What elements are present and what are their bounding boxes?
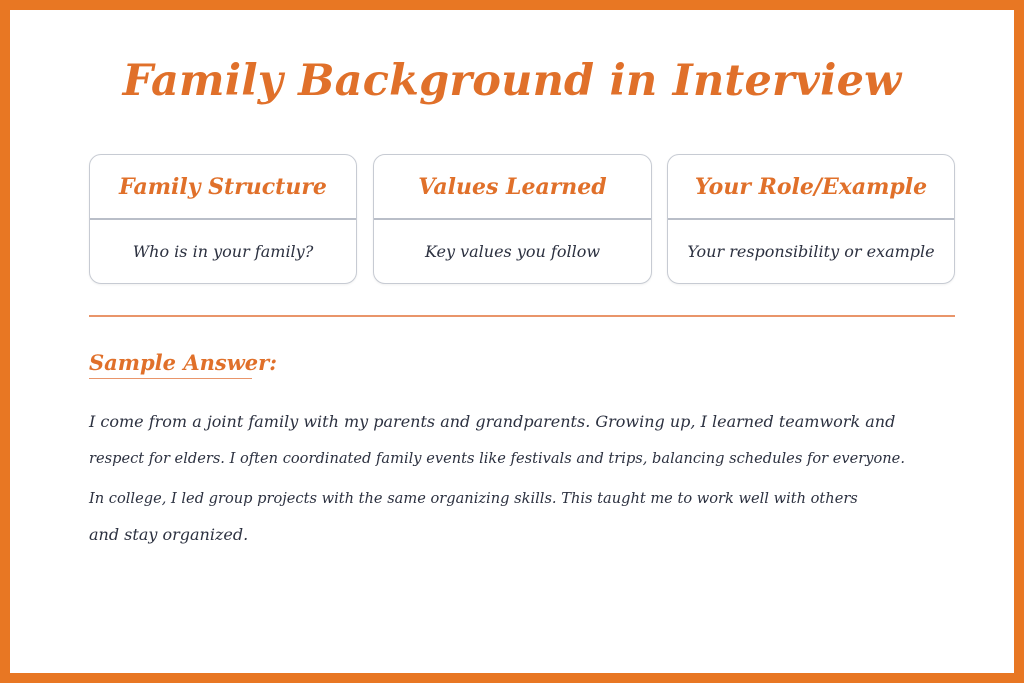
page-title: Family Background in Interview bbox=[122, 56, 902, 106]
sample-answer-label: Sample Answer: bbox=[89, 350, 277, 375]
card-values-learned bbox=[373, 154, 652, 284]
card-your-role bbox=[667, 154, 955, 284]
section-divider bbox=[89, 315, 955, 317]
card-text: Who is in your family? bbox=[132, 242, 314, 261]
card-heading: Family Structure bbox=[90, 155, 356, 220]
sample-answer-underline bbox=[89, 378, 252, 379]
card-heading: Your Role/Example bbox=[668, 155, 954, 220]
sample-answer-line: and stay organized. bbox=[89, 525, 249, 544]
card-heading: Values Learned bbox=[374, 155, 651, 220]
card-text: Your responsibility or example bbox=[687, 242, 935, 261]
card-text: Key values you follow bbox=[424, 242, 601, 261]
card-family-structure bbox=[89, 154, 357, 284]
sample-answer-line: I come from a joint family with my parents and grandparents. Growing up, I learned teamwork and bbox=[89, 412, 896, 431]
sample-answer-line: respect for elders. I often coordinated family events like festivals and trips, balancing schedules for everyone. bbox=[89, 450, 905, 467]
sample-answer-line: In college, I led group projects with the same organizing skills. This taught me to work well with others bbox=[89, 490, 858, 507]
